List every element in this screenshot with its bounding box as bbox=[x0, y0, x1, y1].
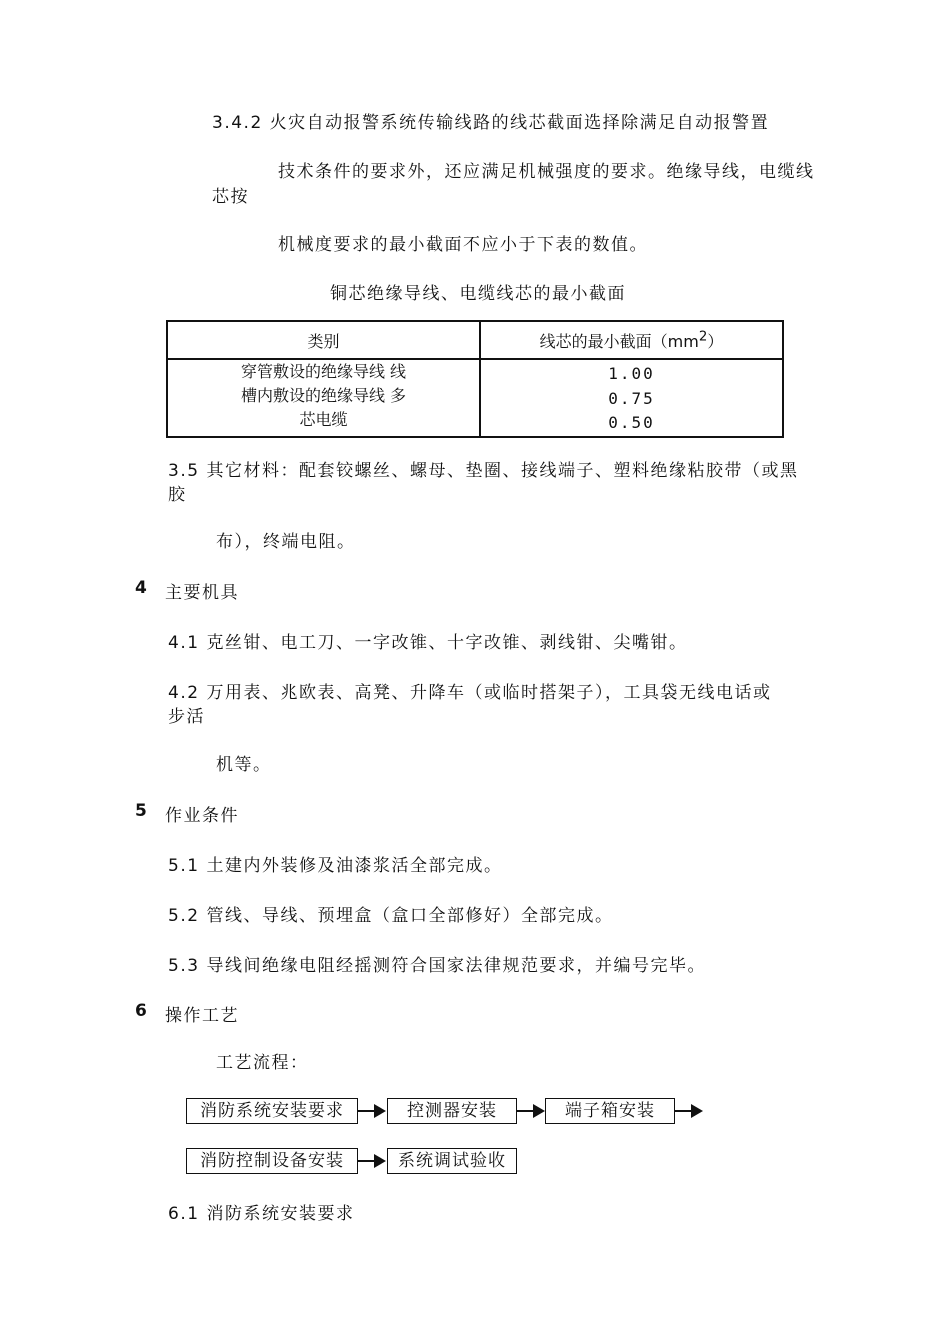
flow-label: 工艺流程： bbox=[216, 1053, 309, 1073]
section-6-title: 操作工艺 bbox=[165, 1006, 239, 1026]
para-3-4-2-line1: 3.4.2 火灾自动报警系统传输线路的线芯截面选择除满足自动报警置 bbox=[212, 113, 770, 133]
flow-step-install-requirements: 消防系统安装要求 bbox=[186, 1098, 358, 1124]
unit-superscript: 2 bbox=[698, 329, 708, 345]
section-6-number: 6 bbox=[135, 1001, 149, 1021]
para-3-5-line3: 布），终端电阻。 bbox=[216, 532, 356, 552]
header-category: 类别 bbox=[167, 321, 480, 359]
flow-arrow bbox=[517, 1110, 543, 1112]
para-6-1: 6.1 消防系统安装要求 bbox=[168, 1204, 355, 1224]
area-value: 1.00 bbox=[608, 364, 655, 383]
table-caption: 铜芯绝缘导线、电缆线芯的最小截面 bbox=[330, 284, 626, 304]
section-4-number: 4 bbox=[135, 578, 149, 598]
para-4-2-line1: 4.2 万用表、兆欧表、高凳、升降车（或临时搭架子），工具袋无线电话或 bbox=[168, 683, 772, 703]
para-3-5-line1: 3.5 其它材料：配套铰螺丝、螺母、垫圈、接线端子、塑料绝缘粘胶带（或黑 bbox=[168, 461, 799, 481]
para-4-2-line2: 步活 bbox=[168, 707, 205, 727]
para-5-1: 5.1 土建内外装修及油漆浆活全部完成。 bbox=[168, 856, 503, 876]
flow-step-commissioning-acceptance: 系统调试验收 bbox=[387, 1148, 517, 1174]
category-line: 槽内敷设的绝缘导线 多 bbox=[240, 386, 407, 405]
para-3-5-line2: 胶 bbox=[168, 485, 187, 505]
para-3-4-2-line2: 技术条件的要求外，还应满足机械强度的要求。绝缘导线，电缆线 bbox=[278, 162, 815, 182]
para-5-3: 5.3 导线间绝缘电阻经摇测符合国家法律规范要求，并编号完毕。 bbox=[168, 956, 706, 976]
para-3-4-2-line3: 芯按 bbox=[212, 187, 249, 207]
flow-arrow bbox=[675, 1110, 701, 1112]
section-5-number: 5 bbox=[135, 801, 149, 821]
para-3-4-2-line4: 机械度要求的最小截面不应小于下表的数值。 bbox=[278, 235, 648, 255]
area-value: 0.75 bbox=[608, 388, 655, 408]
section-5-title: 作业条件 bbox=[165, 806, 239, 826]
section-4-title: 主要机具 bbox=[165, 583, 239, 603]
flow-step-control-equipment-install: 消防控制设备安装 bbox=[186, 1148, 358, 1174]
area-value: 0.50 bbox=[608, 413, 655, 432]
flow-step-terminal-box-install: 端子箱安装 bbox=[545, 1098, 675, 1124]
category-line: 穿管敷设的绝缘导线 线 bbox=[240, 362, 407, 381]
para-4-2-line3: 机等。 bbox=[216, 755, 272, 775]
flow-step-detector-install: 控测器安装 bbox=[387, 1098, 517, 1124]
table-header-row bbox=[167, 321, 783, 359]
table-row bbox=[167, 359, 783, 437]
flow-arrow bbox=[358, 1110, 384, 1112]
category-cell bbox=[167, 359, 480, 437]
area-value-cell bbox=[480, 359, 783, 437]
header-min-area: 线芯的最小截面$(mm^2)$ bbox=[480, 321, 783, 359]
para-4-1: 4.1 克丝钳、电工刀、一字改锥、十字改锥、剥线钳、尖嘴钳。 bbox=[168, 633, 688, 653]
category-line: 芯电缆 bbox=[299, 410, 348, 429]
flow-arrow bbox=[358, 1160, 384, 1162]
min-cross-section-table bbox=[166, 320, 784, 438]
para-5-2: 5.2 管线、导线、预埋盒（盒口全部修好）全部完成。 bbox=[168, 906, 614, 926]
